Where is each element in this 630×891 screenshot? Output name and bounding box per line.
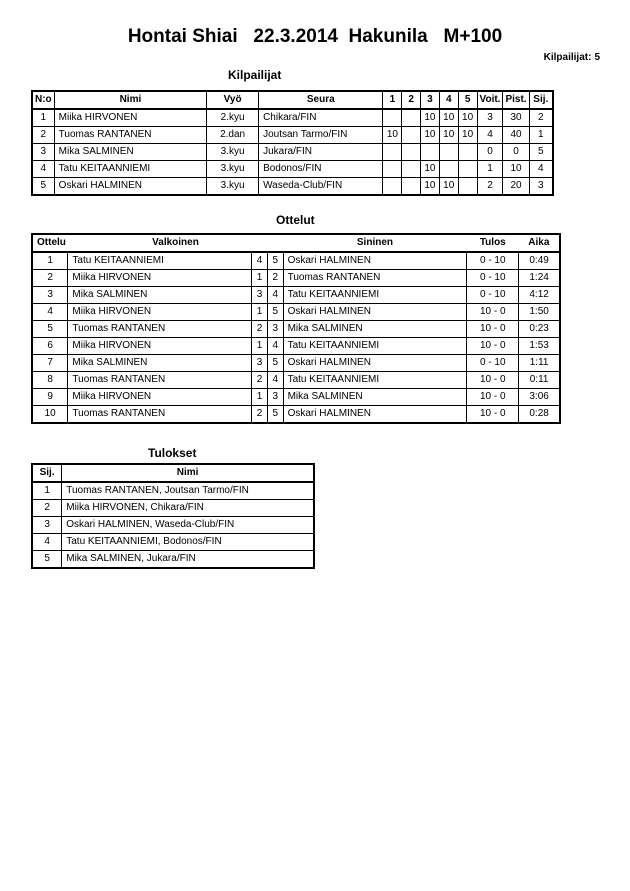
competitor-cell — [439, 144, 458, 161]
competitors-header-cell: Pist. — [503, 91, 529, 109]
competitor-cell — [402, 144, 421, 161]
competitor-cell: 4 — [477, 127, 503, 144]
competitor-cell: 3.kyu — [207, 161, 259, 178]
competitor-cell — [383, 144, 402, 161]
results-header-cell: Sij. — [32, 464, 62, 482]
competitor-cell: 10 — [420, 127, 439, 144]
competitor-cell: 2 — [32, 127, 54, 144]
competitor-cell: Oskari HALMINEN — [54, 178, 206, 196]
competitor-cell: Joutsan Tarmo/FIN — [259, 127, 383, 144]
match-cell: Tatu KEITAANNIEMI — [283, 338, 467, 355]
match-cell: 10 - 0 — [467, 304, 519, 321]
match-cell: 4 — [267, 287, 283, 304]
competitors-header-cell: Seura — [259, 91, 383, 109]
competitor-cell — [439, 161, 458, 178]
match-cell: 10 — [32, 406, 68, 424]
competitor-cell: Miika HIRVONEN — [54, 109, 206, 127]
match-cell: Oskari HALMINEN — [283, 252, 467, 270]
competitor-cell: 1 — [32, 109, 54, 127]
match-cell: Mika SALMINEN — [283, 321, 467, 338]
result-cell: Tuomas RANTANEN, Joutsan Tarmo/FIN — [62, 482, 314, 500]
match-cell: 10 - 0 — [467, 372, 519, 389]
competitor-cell: Jukara/FIN — [259, 144, 383, 161]
competitor-cell: 4 — [529, 161, 553, 178]
match-cell: Mika SALMINEN — [283, 389, 467, 406]
match-cell: 9 — [32, 389, 68, 406]
competitor-cell: 10 — [503, 161, 529, 178]
competitor-cell: 40 — [503, 127, 529, 144]
results-heading: Tulokset — [148, 446, 197, 460]
match-cell: Tatu KEITAANNIEMI — [283, 287, 467, 304]
competitors-header-cell: Nimi — [54, 91, 206, 109]
competitor-cell: 20 — [503, 178, 529, 196]
competitor-cell: 3.kyu — [207, 178, 259, 196]
competitors-header-cell: 1 — [383, 91, 402, 109]
competitor-cell: 10 — [439, 109, 458, 127]
matches-header-cell: Sininen — [283, 234, 467, 252]
competitor-cell — [383, 161, 402, 178]
competitors-header-cell: N:o — [32, 91, 54, 109]
competitors-header-cell: Vyö — [207, 91, 259, 109]
participant-count — [541, 52, 600, 63]
result-row — [32, 500, 314, 517]
match-cell: 8 — [32, 372, 68, 389]
match-cell: 7 — [32, 355, 68, 372]
competitors-header-cell: Voit. — [477, 91, 503, 109]
competitor-cell — [420, 144, 439, 161]
matches-header-cell: Tulos — [467, 234, 519, 252]
competitor-cell: 10 — [420, 109, 439, 127]
match-row — [32, 321, 560, 338]
match-cell: 4 — [252, 252, 268, 270]
result-cell: 2 — [32, 500, 62, 517]
matches-header-cell: Ottelu — [32, 234, 68, 252]
match-cell: 5 — [267, 304, 283, 321]
match-cell: 10 - 0 — [467, 406, 519, 424]
result-cell: 3 — [32, 517, 62, 534]
competitor-cell: 3 — [32, 144, 54, 161]
match-cell: 0 - 10 — [467, 287, 519, 304]
match-row — [32, 270, 560, 287]
result-cell: Oskari HALMINEN, Waseda-Club/FIN — [62, 517, 314, 534]
competitor-cell — [458, 161, 477, 178]
match-cell: 2 — [252, 406, 268, 424]
match-cell: 4 — [32, 304, 68, 321]
match-cell: Miika HIRVONEN — [68, 270, 252, 287]
result-row — [32, 482, 314, 500]
match-cell: 2 — [252, 372, 268, 389]
competitor-cell: 2 — [477, 178, 503, 196]
competitors-table — [31, 90, 554, 196]
competitor-cell: 10 — [458, 127, 477, 144]
result-cell: 1 — [32, 482, 62, 500]
competitor-cell: 3 — [477, 109, 503, 127]
results-header-cell: Nimi — [62, 464, 314, 482]
competitors-header-cell: 5 — [458, 91, 477, 109]
match-row — [32, 372, 560, 389]
competitor-cell: 10 — [420, 161, 439, 178]
match-cell: Tuomas RANTANEN — [68, 372, 252, 389]
competitor-cell: 0 — [503, 144, 529, 161]
match-cell: 1 — [252, 338, 268, 355]
match-cell: Mika SALMINEN — [68, 287, 252, 304]
match-row — [32, 252, 560, 270]
participant-count-value: 5 — [594, 52, 600, 63]
competitor-cell: 10 — [439, 178, 458, 196]
match-cell: 1 — [252, 389, 268, 406]
competitor-cell: 3 — [529, 178, 553, 196]
match-cell: Miika HIRVONEN — [68, 389, 252, 406]
matches-header-cell: Valkoinen — [68, 234, 283, 252]
match-cell: 1 — [252, 304, 268, 321]
competitors-header-cell: 4 — [439, 91, 458, 109]
competitors-header-cell: 3 — [420, 91, 439, 109]
match-cell: 10 - 0 — [467, 338, 519, 355]
result-cell: 4 — [32, 534, 62, 551]
match-cell: 1:24 — [519, 270, 560, 287]
result-row — [32, 551, 314, 569]
competitor-cell — [402, 178, 421, 196]
match-cell: Tuomas RANTANEN — [68, 321, 252, 338]
competitor-row — [32, 178, 553, 196]
match-cell: 4:12 — [519, 287, 560, 304]
competitor-cell: 10 — [439, 127, 458, 144]
competitor-cell — [402, 109, 421, 127]
match-cell: 3 — [267, 389, 283, 406]
match-cell: 0:28 — [519, 406, 560, 424]
participant-count-label: Kilpailijat: — [543, 52, 592, 63]
competitors-heading: Kilpailijat — [228, 68, 282, 82]
competitor-cell — [383, 109, 402, 127]
competitor-cell: 1 — [477, 161, 503, 178]
match-cell: 2 — [252, 321, 268, 338]
match-cell: 1 — [32, 252, 68, 270]
competitor-cell — [383, 178, 402, 196]
competitor-cell: 10 — [383, 127, 402, 144]
competitor-cell — [402, 161, 421, 178]
competitor-cell: Tatu KEITAANNIEMI — [54, 161, 206, 178]
competitors-header-cell: 2 — [402, 91, 421, 109]
match-cell: 5 — [267, 406, 283, 424]
match-cell: 0 - 10 — [467, 252, 519, 270]
match-cell: Mika SALMINEN — [68, 355, 252, 372]
match-cell: 0:49 — [519, 252, 560, 270]
match-cell: Oskari HALMINEN — [283, 355, 467, 372]
match-cell: 5 — [267, 355, 283, 372]
result-cell: 5 — [32, 551, 62, 569]
results-table — [31, 463, 315, 569]
result-cell: Mika SALMINEN, Jukara/FIN — [62, 551, 314, 569]
match-cell: Miika HIRVONEN — [68, 304, 252, 321]
competitor-cell: 3.kyu — [207, 144, 259, 161]
competitor-row — [32, 161, 553, 178]
page-title: Hontai Shiai 22.3.2014 Hakunila M+100 — [127, 26, 503, 47]
competitor-row — [32, 127, 553, 144]
competitor-cell: 10 — [458, 109, 477, 127]
match-cell: Tuomas RANTANEN — [283, 270, 467, 287]
match-cell: Tatu KEITAANNIEMI — [68, 252, 252, 270]
match-cell: 5 — [267, 252, 283, 270]
match-row — [32, 338, 560, 355]
match-cell: 3:06 — [519, 389, 560, 406]
result-row — [32, 517, 314, 534]
match-row — [32, 406, 560, 424]
match-cell: 0 - 10 — [467, 270, 519, 287]
match-cell: 1:50 — [519, 304, 560, 321]
match-cell: 3 — [252, 355, 268, 372]
match-cell: Oskari HALMINEN — [283, 304, 467, 321]
match-cell: 10 - 0 — [467, 321, 519, 338]
competitor-cell — [402, 127, 421, 144]
competitor-cell: 4 — [32, 161, 54, 178]
result-cell: Tatu KEITAANNIEMI, Bodonos/FIN — [62, 534, 314, 551]
match-cell: 3 — [267, 321, 283, 338]
competitor-cell: 1 — [529, 127, 553, 144]
matches-header-cell: Aika — [519, 234, 560, 252]
competitor-cell: 2.kyu — [207, 109, 259, 127]
match-cell: 4 — [267, 338, 283, 355]
match-cell: 4 — [267, 372, 283, 389]
matches-table — [31, 233, 561, 424]
match-cell: 2 — [32, 270, 68, 287]
matches-heading: Ottelut — [276, 213, 315, 227]
match-cell: 0:23 — [519, 321, 560, 338]
competitor-cell: 10 — [420, 178, 439, 196]
match-cell: 3 — [252, 287, 268, 304]
match-cell: 1:11 — [519, 355, 560, 372]
competitor-cell: Chikara/FIN — [259, 109, 383, 127]
match-row — [32, 389, 560, 406]
match-cell: Miika HIRVONEN — [68, 338, 252, 355]
match-cell: 0 - 10 — [467, 355, 519, 372]
match-cell: 5 — [32, 321, 68, 338]
competitor-cell — [458, 178, 477, 196]
match-row — [32, 355, 560, 372]
competitor-cell: 5 — [32, 178, 54, 196]
competitor-row — [32, 109, 553, 127]
competitors-header-cell: Sij. — [529, 91, 553, 109]
match-cell: Oskari HALMINEN — [283, 406, 467, 424]
competitor-row — [32, 144, 553, 161]
match-row — [32, 304, 560, 321]
match-cell: 10 - 0 — [467, 389, 519, 406]
match-cell: 6 — [32, 338, 68, 355]
competitor-cell: Mika SALMINEN — [54, 144, 206, 161]
match-cell: Tuomas RANTANEN — [68, 406, 252, 424]
competitor-cell: 2.dan — [207, 127, 259, 144]
competitor-cell: 30 — [503, 109, 529, 127]
result-cell: Miika HIRVONEN, Chikara/FIN — [62, 500, 314, 517]
competitor-cell: Bodonos/FIN — [259, 161, 383, 178]
match-cell: 2 — [267, 270, 283, 287]
competitor-cell — [458, 144, 477, 161]
result-row — [32, 534, 314, 551]
competitor-cell: Waseda-Club/FIN — [259, 178, 383, 196]
match-cell: 1 — [252, 270, 268, 287]
competitor-cell: Tuomas RANTANEN — [54, 127, 206, 144]
match-row — [32, 287, 560, 304]
match-cell: Tatu KEITAANNIEMI — [283, 372, 467, 389]
competitor-cell: 0 — [477, 144, 503, 161]
match-cell: 0:11 — [519, 372, 560, 389]
competitor-cell: 2 — [529, 109, 553, 127]
match-cell: 3 — [32, 287, 68, 304]
competitor-cell: 5 — [529, 144, 553, 161]
match-cell: 1:53 — [519, 338, 560, 355]
